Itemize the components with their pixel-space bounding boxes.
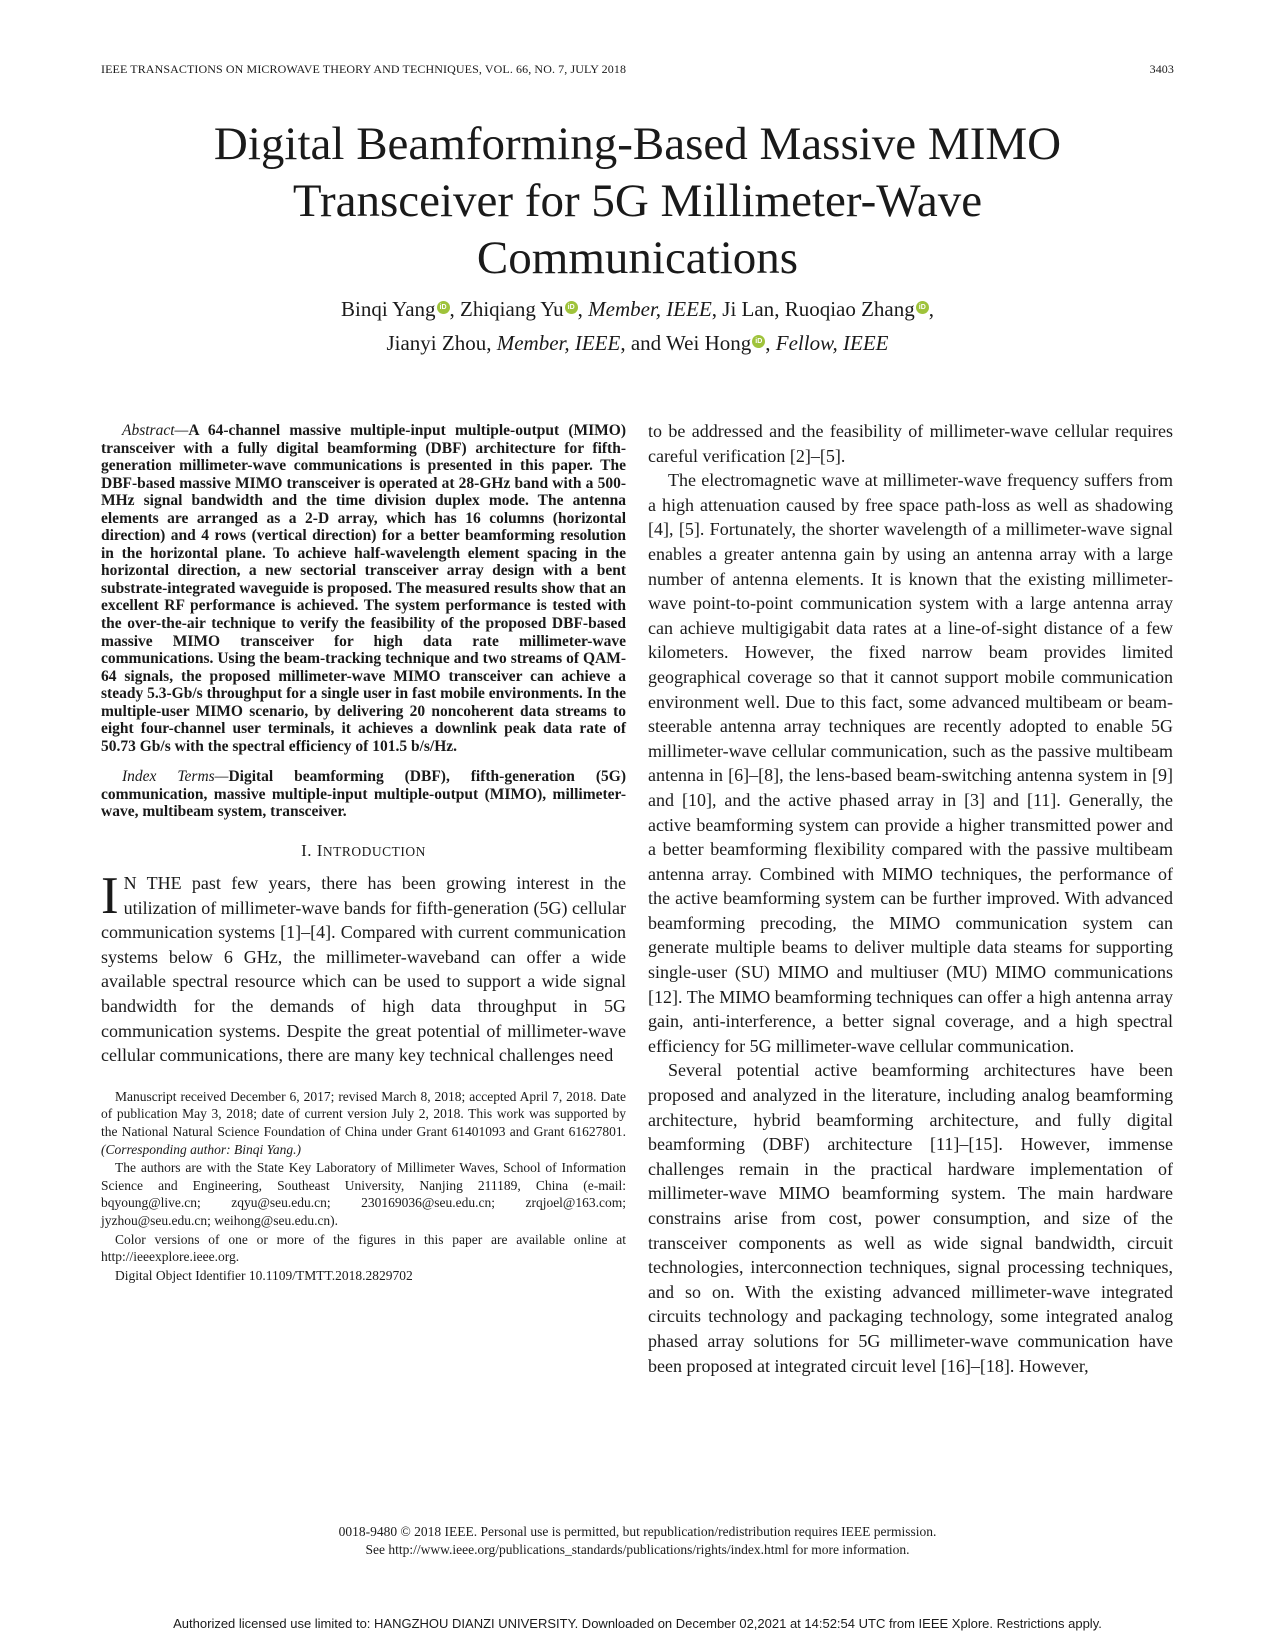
footnote-doi: Digital Object Identifier 10.1109/TMTT.2018.2829702 bbox=[115, 1267, 413, 1283]
license-footer: Authorized licensed use limited to: HANGZHOU DIANZI UNIVERSITY. Downloaded on December 02,2021 at 14:52:54 UTC from IEEE Xplore. Restrictions apply. bbox=[173, 1616, 1102, 1631]
left-column bbox=[101, 422, 626, 1285]
title-line-1: Digital Beamforming-Based Massive MIMO bbox=[213, 118, 1062, 170]
footnote-affiliation: The authors are with the State Key Laboratory of Millimeter Waves, School of Information Science and Engineering, Southeast University, Nanjing 211189, China (e-mail: bqyoung@live.cn; zqyu@seu.edu.cn; 230169036@seu.edu.cn; zrqjoel@163.com; jyzhou@seu.edu.cn; weihong@seu.edu.cn). bbox=[101, 1160, 626, 1228]
author-name: Ji Lan bbox=[722, 297, 775, 321]
body-paragraph: The electromagnetic wave at millimeter-wave frequency suffers from a high attenuation caused by free space path-loss as well as shadowing [4], [5]. Fortunately, the shorter wavelength of a millimeter-wave signal enables a greater antenna gain by using an antenna array with a large number of antenna elements. It is known that the existing millimeter-wave point-to-point communication system with a large antenna array can achieve multigigabit data rates at a line-of-sight distance of a few kilometers. However, the fixed narrow beam provides limited geographical coverage so that it cannot support mobile communication environment well. Due to this fact, some advanced multibeam or beam-steerable antenna array techniques are recently adopted to enable 5G millimeter-wave cellular communication, such as the passive multibeam antenna in [6]–[8], the lens-based beam-switching antenna system in [9] and [10], and the active phased array in [3] and [11]. Generally, the active beamforming system can provide a higher transmitted power and a better beamforming flexibility compared with the passive multibeam antenna array. Combined with MIMO techniques, the performance of the active beamforming system can be further improved. With advanced beamforming precoding, the MIMO communication system can generate multiple beams to deliver multiple data steams for supporting single-user (SU) MIMO and multiuser (MU) MIMO communications [12]. The MIMO beamforming techniques can offer a high antenna array gain, anti-interference, a better signal coverage, and a high spectral efficiency for 5G millimeter-wave cellular communication. bbox=[648, 470, 1173, 1056]
author-name: Wei Hong bbox=[666, 331, 752, 355]
index-terms-text: Digital beamforming (DBF), fifth-generation (5G) communication, massive multiple-input multiple-output (MIMO), millimeter-wave, multibeam system, transceiver. bbox=[101, 768, 626, 821]
page-number: 3403 bbox=[1149, 62, 1174, 76]
author-line-1: Binqi Yang iD , Zhiqiang Yu iD , Member, IEEE, Ji Lan, Ruoqiao Zhang iD , bbox=[340, 297, 934, 321]
orcid-icon[interactable]: iD bbox=[752, 335, 765, 348]
author-role: Member, IEEE bbox=[496, 331, 621, 355]
title-line-2: Transceiver for 5G Millimeter-Wave bbox=[292, 175, 983, 227]
orcid-icon[interactable]: iD bbox=[565, 301, 578, 314]
author-line-2: Jianyi Zhou, Member, IEEE, and Wei Hong iD , Fellow, IEEE bbox=[386, 331, 889, 355]
abstract bbox=[101, 422, 626, 755]
footnote-color: Color versions of one or more of the figures in this paper are available online at http://ieeexplore.ieee.org. bbox=[101, 1231, 626, 1265]
author-role: Fellow, IEEE bbox=[775, 331, 889, 355]
abstract-text: A 64-channel massive multiple-input multiple-output (MIMO) transceiver with a fully digital beamforming (DBF) architecture for fifth-generation millimeter-wave communications is presented in this paper. The DBF-based massive MIMO transceiver is operated at 28-GHz band with a 500-MHz signal bandwidth and the time division duplex mode. The antenna elements are arranged as a 2-D array, which has 16 columns (horizontal direction) and 4 rows (vertical direction) for a better beamforming resolution in the horizontal plane. To achieve half-wavelength element spacing in the horizontal direction, a new sectorial transceiver array design with a bent substrate-integrated waveguide is proposed. The measured results show that an excellent RF performance is achieved. The system performance is tested with the over-the-air technique to verify the feasibility of the proposed DBF-based massive MIMO transceiver for high data rate millimeter-wave communications. Using the beam-tracking technique and two streams of QAM-64 signals, the proposed millimeter-wave MIMO transceiver can achieve a steady 5.3-Gb/s throughput for a single user in fast mobile environments. In the multiple-user MIMO scenario, by delivering 20 noncoherent data streams to eight four-channel user terminals, it achieves a downlink peak data rate of 50.73 Gb/s with the spectral efficiency of 101.5 b/s/Hz. bbox=[101, 422, 626, 755]
right-column bbox=[648, 419, 1173, 1378]
author-role: Member, IEEE bbox=[588, 297, 712, 321]
author-list bbox=[0, 292, 1275, 360]
section-heading: I. INTRODUCTION bbox=[301, 841, 426, 861]
footnotes bbox=[101, 1088, 626, 1285]
drop-cap: I bbox=[101, 867, 119, 926]
copyright-notice: 0018-9480 © 2018 IEEE. Personal use is permitted, but republication/redistribution requires IEEE permission. See http://www.ieee.org/publications_standards/publications/rights/index.html for more information. bbox=[338, 1524, 937, 1557]
body-paragraph: Several potential active beamforming architectures have been proposed and analyzed in the literature, including analog beamforming architecture, hybrid beamforming architecture, and fully digital beamforming (DBF) architecture [11]–[15]. However, immense challenges remain in the practical hardware implementation of millimeter-wave MIMO beamforming system. The main hardware constrains arise from cost, power consumption, and size of the transceiver components as well as wide signal bandwidth, circuit technologies, interconnection techniques, signal processing techniques, and so on. With the existing advanced millimeter-wave integrated circuits technology and packaging technology, some integrated analog phased array solutions for 5G millimeter-wave communication have been proposed at integrated circuit level [16]–[18]. However, bbox=[648, 1060, 1173, 1376]
paper-title bbox=[0, 116, 1275, 287]
orcid-icon[interactable]: iD bbox=[916, 301, 929, 314]
body-paragraph: to be addressed and the feasibility of millimeter-wave cellular requires careful verification [2]–[5]. bbox=[648, 421, 1173, 466]
author-name: Ruoqiao Zhang bbox=[784, 297, 915, 321]
running-head bbox=[101, 62, 1174, 77]
index-terms bbox=[101, 768, 626, 821]
orcid-icon[interactable]: iD bbox=[437, 301, 450, 314]
author-name: Jianyi Zhou bbox=[386, 331, 487, 355]
intro-paragraph: I N THE past few years, there has been growing interest in the utilization of millimeter-wave bands for fifth-generation (5G) cellular communication systems [1]–[4]. Compared with current communication systems below 6 GHz, the millimeter-waveband can offer a wide available spectral resource which can be used to support a wide signal bandwidth for the demands of high data throughput in 5G communication systems. Despite the great potential of millimeter-wave cellular communications, there are many key technical challenges need bbox=[101, 867, 626, 1066]
index-terms-label: Index Terms— bbox=[122, 768, 229, 786]
journal-name: IEEE TRANSACTIONS ON MICROWAVE THEORY AND TECHNIQUES, VOL. 66, NO. 7, JULY 2018 bbox=[101, 62, 627, 76]
author-name: Binqi Yang bbox=[340, 297, 436, 321]
abstract-label: Abstract— bbox=[122, 422, 189, 439]
title-line-3: Communications bbox=[476, 232, 799, 284]
author-name: Zhiqiang Yu bbox=[460, 297, 564, 321]
footnote-manuscript: Manuscript received December 6, 2017; revised March 8, 2018; accepted April 7, 2018. Date of publication May 3, 2018; date of current version July 2, 2018. This work was supported by the National Natural Science Foundation of China under Grant 61401093 and Grant 61627801. (Corresponding author: Binqi Yang.) bbox=[101, 1088, 626, 1157]
